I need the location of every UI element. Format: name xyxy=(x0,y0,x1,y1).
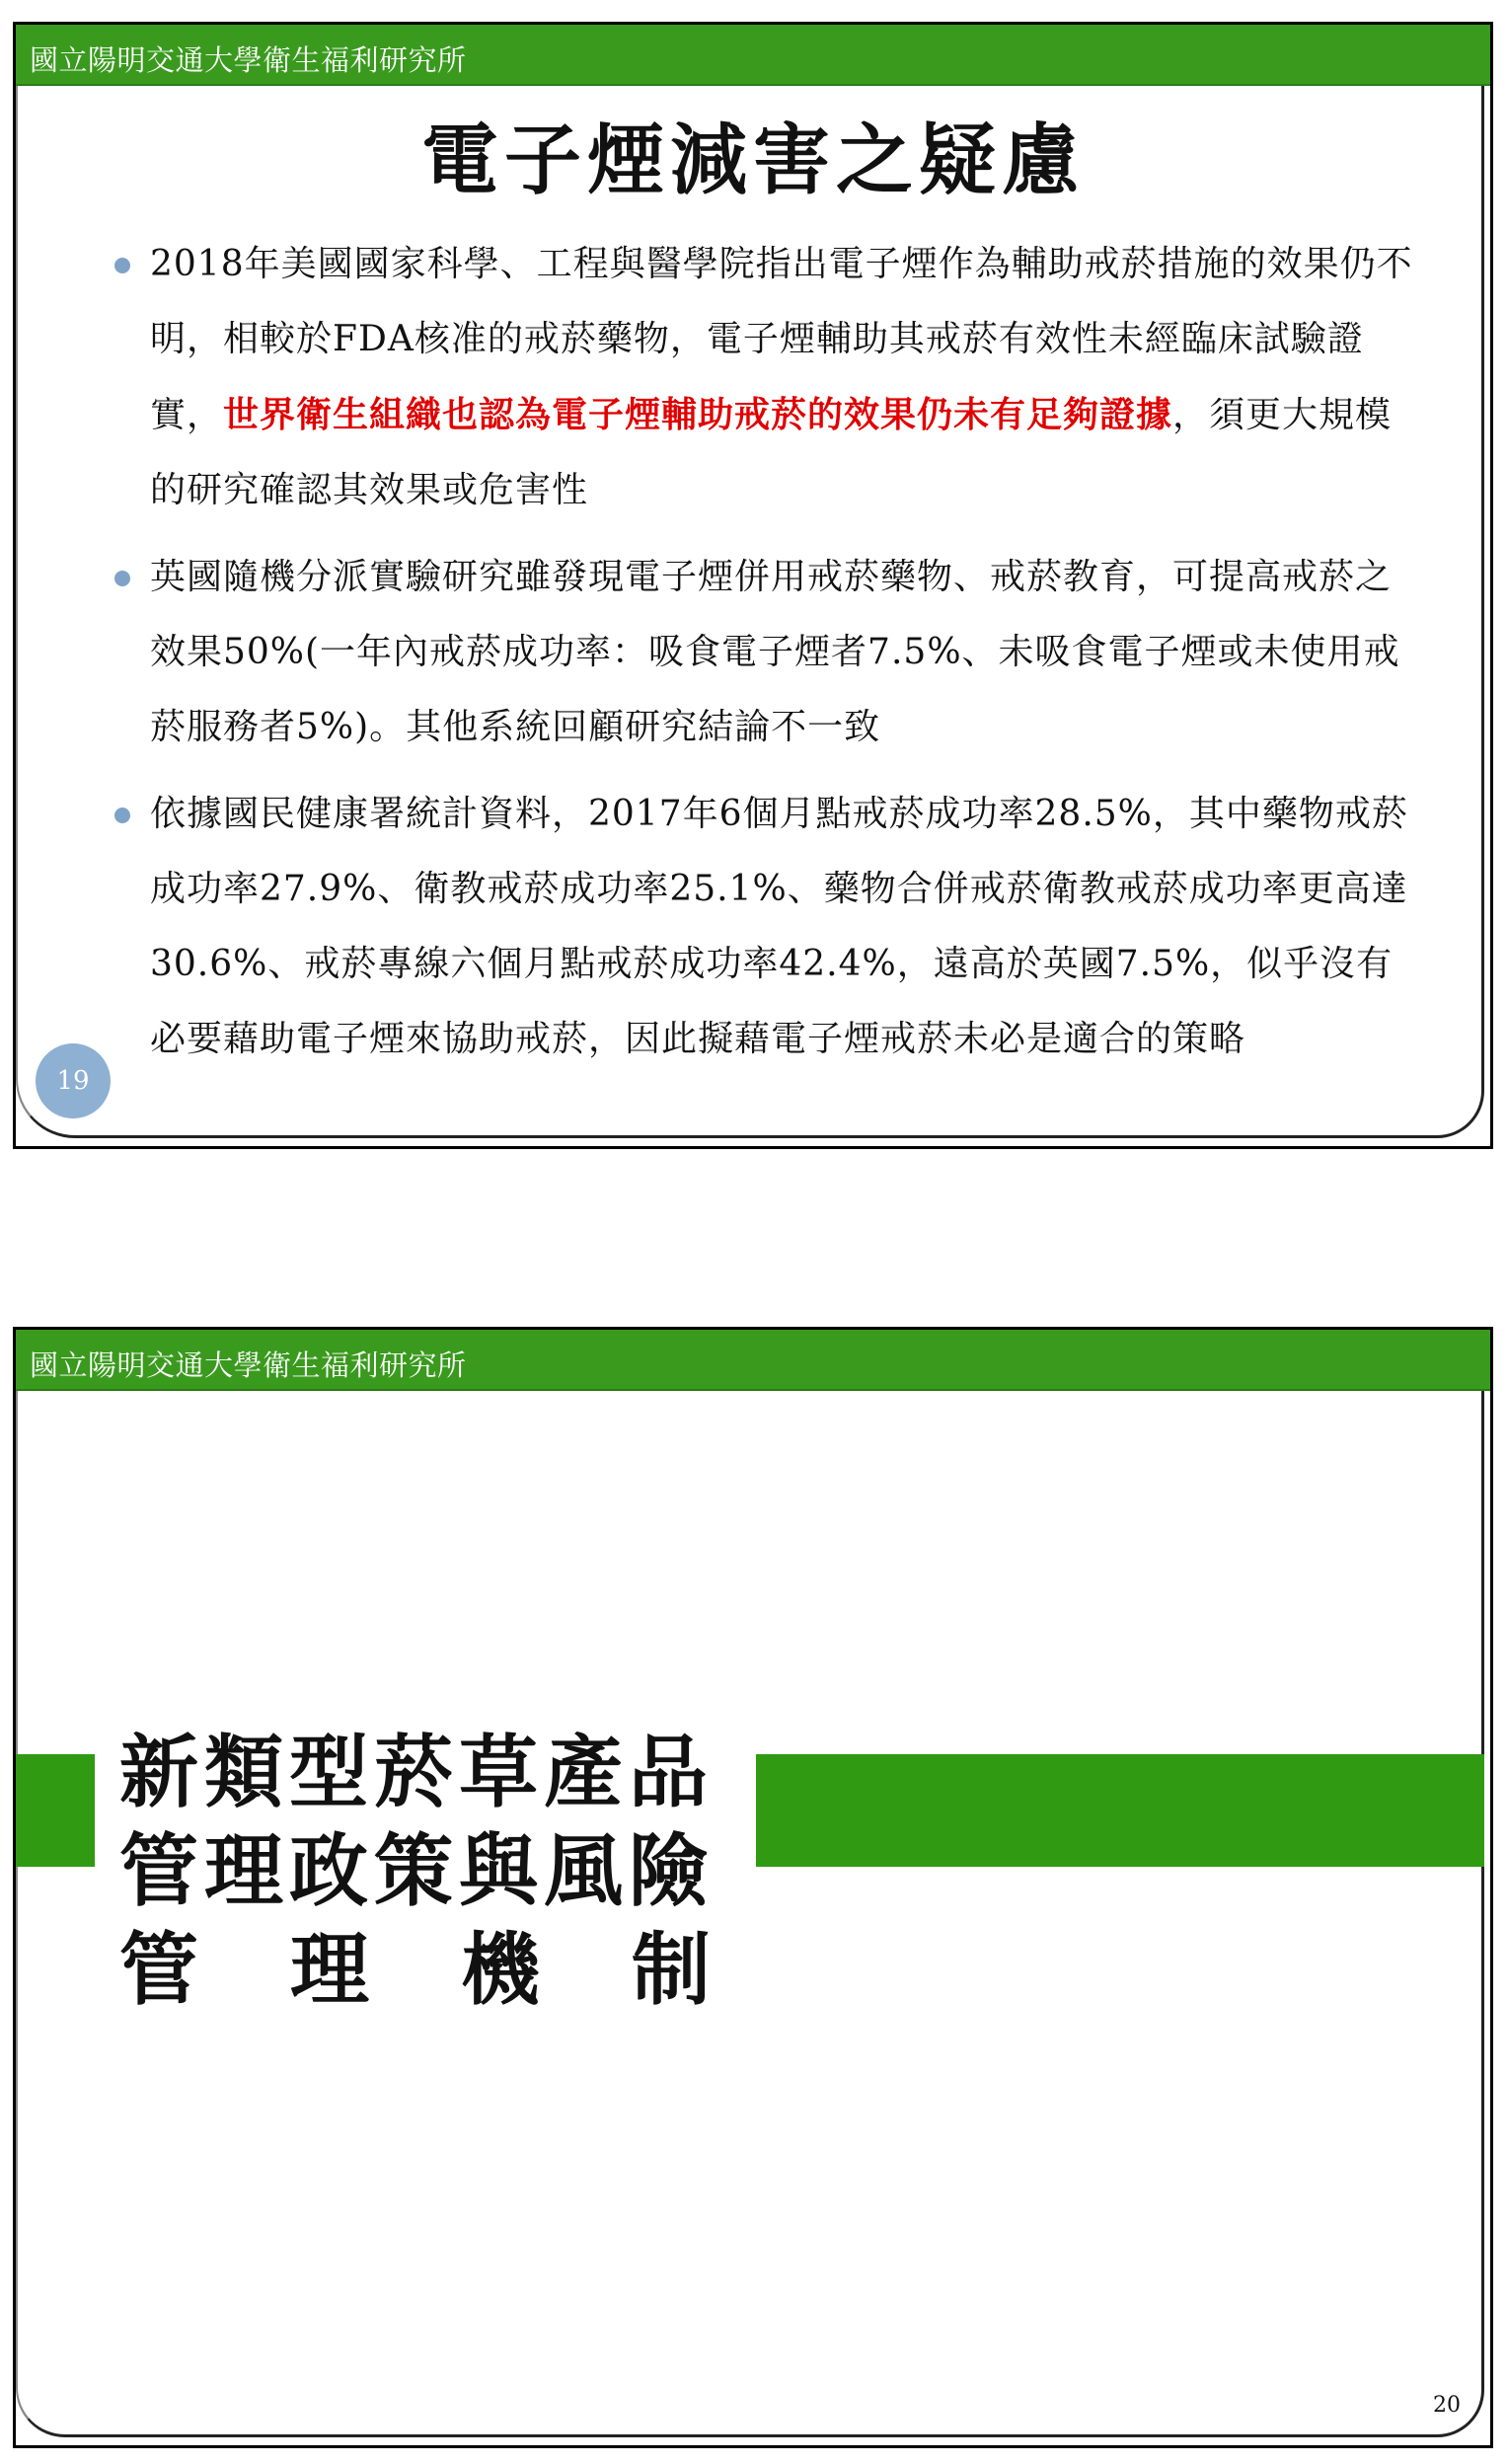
section-title xyxy=(119,1723,716,2019)
bullet-text: 依據國民健康署統計資料，2017年6個月點戒菸成功率28.5%，其中藥物戒菸成功率27.9%、衛教戒菸成功率25.1%、藥物合併戒菸衛教戒菸成功率更高達30.6%、戒菸專線六個月點戒菸成功率42.4%，遠高於英國7.5%，似乎沒有必要藉助電子煙來協助戒菸，因此擬藉電子煙戒菸未必是適合的策略 xyxy=(150,794,1408,1059)
bullet-dot-icon xyxy=(114,808,130,823)
page-number: 20 xyxy=(1433,2393,1461,2418)
bullet-dot-icon xyxy=(114,571,130,586)
slide-header xyxy=(16,1330,1490,1391)
section-title-line-3 xyxy=(119,1920,716,2019)
bullet-list xyxy=(95,227,1417,1089)
bullet-text: 2018年美國國家科學、工程與醫學院指出電子煙作為輔助戒菸措施的效果仍不明，相較於FDA核准的戒菸藥物，電子煙輔助其戒菸有效性未經臨床試驗證實， xyxy=(150,244,1413,435)
section-title-line-2: 管理政策與風險 xyxy=(119,1824,714,1917)
page-number-badge: 19 xyxy=(36,1043,111,1118)
title-char: 管 xyxy=(119,1923,204,2016)
bullet-item xyxy=(95,540,1417,765)
bullet-text: 英國隨機分派實驗研究雖發現電子煙併用戒菸藥物、戒菸教育，可提高戒菸之效果50%(一年內戒菸成功率：吸食電子煙者7.5%、未吸食電子煙或未使用戒菸服務者5%)。其他系統回顧研究結論不一致 xyxy=(150,557,1400,747)
bullet-item xyxy=(95,227,1417,528)
slide-19 xyxy=(13,22,1493,1149)
bullet-highlight: 世界衛生組織也認為電子煙輔助戒菸的效果仍未有足夠證據 xyxy=(223,394,1173,435)
bullet-item xyxy=(95,777,1417,1077)
slide-title: 電子煙減害之疑慮 xyxy=(420,116,1085,205)
title-char: 理 xyxy=(290,1923,375,2016)
bullet-text-tail: ，須更大規模的研究確認其效果或危害性 xyxy=(150,395,1393,510)
title-char: 制 xyxy=(632,1923,716,2016)
header-institution: 國立陽明交通大學衛生福利研究所 xyxy=(30,43,467,77)
title-char: 機 xyxy=(461,1923,546,2016)
header-institution: 國立陽明交通大學衛生福利研究所 xyxy=(30,1348,467,1382)
section-title-line-1: 新類型菸草產品 xyxy=(119,1726,714,1818)
slide-header xyxy=(16,25,1490,86)
bullet-dot-icon xyxy=(114,258,130,273)
slide-20 xyxy=(13,1327,1493,2448)
